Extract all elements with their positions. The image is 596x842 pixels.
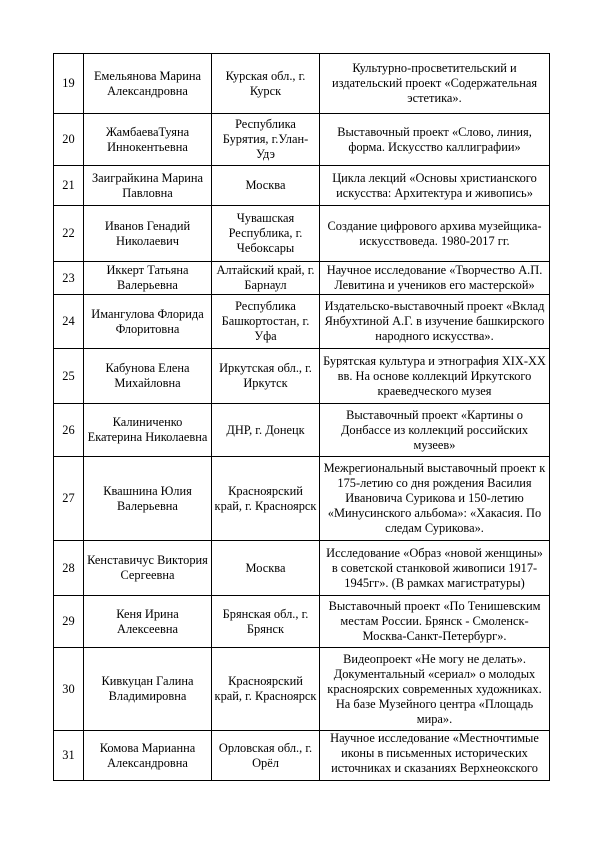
table-row: [54, 596, 550, 648]
participant-location: Москва: [212, 166, 320, 206]
row-number: 23: [54, 262, 84, 295]
participant-location: Брянская обл., г. Брянск: [212, 596, 320, 648]
participant-location: Республика Бурятия, г.Улан-Удэ: [212, 114, 320, 166]
participant-name: Комова Марианна Александровна: [84, 731, 212, 781]
row-number: 21: [54, 166, 84, 206]
participant-location: Алтайский край, г. Барнаул: [212, 262, 320, 295]
participant-name: Иккерт Татьяна Валерьевна: [84, 262, 212, 295]
row-number: 25: [54, 349, 84, 404]
participant-name: Кенставичус Виктория Сергеевна: [84, 541, 212, 596]
project-description: Научное исследование «Местночтимые иконы в письменных исторических источниках и сказаниях Верхнеокского: [320, 731, 550, 781]
table-row: [54, 295, 550, 349]
participant-name: Кивкуцан Галина Владимировна: [84, 648, 212, 731]
table-row: [54, 731, 550, 781]
participant-location: Курская обл., г. Курск: [212, 54, 320, 114]
project-description: Видеопроект «Не могу не делать». Документальный «сериал» о молодых красноярских современных художниках. На базе Музейного центра «Площадь мира».: [320, 648, 550, 731]
participant-name: Калиниченко Екатерина Николаевна: [84, 404, 212, 457]
participants-table: [53, 53, 550, 781]
table-row: [54, 262, 550, 295]
row-number: 27: [54, 457, 84, 541]
participant-name: Иванов Генадий Николаевич: [84, 206, 212, 262]
table-row: [54, 206, 550, 262]
participant-name: Заиграйкина Марина Павловна: [84, 166, 212, 206]
row-number: 28: [54, 541, 84, 596]
row-number: 20: [54, 114, 84, 166]
project-description: Выставочный проект «Слово, линия, форма. Искусство каллиграфии»: [320, 114, 550, 166]
participant-location: Чувашская Республика, г. Чебоксары: [212, 206, 320, 262]
project-description: Научное исследование «Творчество А.П. Левитина и учеников его мастерской»: [320, 262, 550, 295]
participant-name: Кабунова Елена Михайловна: [84, 349, 212, 404]
row-number: 22: [54, 206, 84, 262]
project-description: Создание цифрового архива музейщика-искусствоведа. 1980-2017 гг.: [320, 206, 550, 262]
project-description: Бурятская культура и этнография XIX-XX вв. На основе коллекций Иркутского краеведческого музея: [320, 349, 550, 404]
project-description: Межрегиональный выставочный проект к 175-летию со дня рождения Василия Ивановича Сурикова и 150-летию «Минусинского альбома»: «Хакасия. По следам Сурикова».: [320, 457, 550, 541]
participant-location: Орловская обл., г. Орёл: [212, 731, 320, 781]
participant-location: Республика Башкортостан, г. Уфа: [212, 295, 320, 349]
table-row: [54, 54, 550, 114]
table-row: [54, 404, 550, 457]
participant-name: ЖамбаеваТуяна Иннокентьевна: [84, 114, 212, 166]
table-row: [54, 648, 550, 731]
table-row: [54, 541, 550, 596]
project-description: Выставочный проект «По Тенишевским местам России. Брянск - Смоленск-Москва-Санкт-Петербург».: [320, 596, 550, 648]
participant-name: Емельянова Марина Александровна: [84, 54, 212, 114]
table-row: [54, 349, 550, 404]
participant-location: Иркутская обл., г. Иркутск: [212, 349, 320, 404]
table-row: [54, 166, 550, 206]
participant-location: Красноярский край, г. Красноярск: [212, 457, 320, 541]
project-description: Исследование «Образ «новой женщины» в советской станковой живописи 1917-1945гг». (В рамках магистратуры): [320, 541, 550, 596]
table-row: [54, 457, 550, 541]
participant-name: Квашнина Юлия Валерьевна: [84, 457, 212, 541]
project-description: Выставочный проект «Картины о Донбассе из коллекций российских музеев»: [320, 404, 550, 457]
row-number: 31: [54, 731, 84, 781]
row-number: 29: [54, 596, 84, 648]
row-number: 19: [54, 54, 84, 114]
participant-location: ДНР, г. Донецк: [212, 404, 320, 457]
participant-location: Красноярский край, г. Красноярск: [212, 648, 320, 731]
project-description: Культурно-просветительский и издательский проект «Содержательная эстетика».: [320, 54, 550, 114]
row-number: 26: [54, 404, 84, 457]
row-number: 30: [54, 648, 84, 731]
participant-name: Кеня Ирина Алексеевна: [84, 596, 212, 648]
project-description: Цикла лекций «Основы христианского искусства: Архитектура и живопись»: [320, 166, 550, 206]
participant-name: Имангулова Флорида Флоритовна: [84, 295, 212, 349]
row-number: 24: [54, 295, 84, 349]
participant-location: Москва: [212, 541, 320, 596]
table-row: [54, 114, 550, 166]
project-description: Издательско-выставочный проект «Вклад Янбухтиной А.Г. в изучение башкирского народного искусства».: [320, 295, 550, 349]
